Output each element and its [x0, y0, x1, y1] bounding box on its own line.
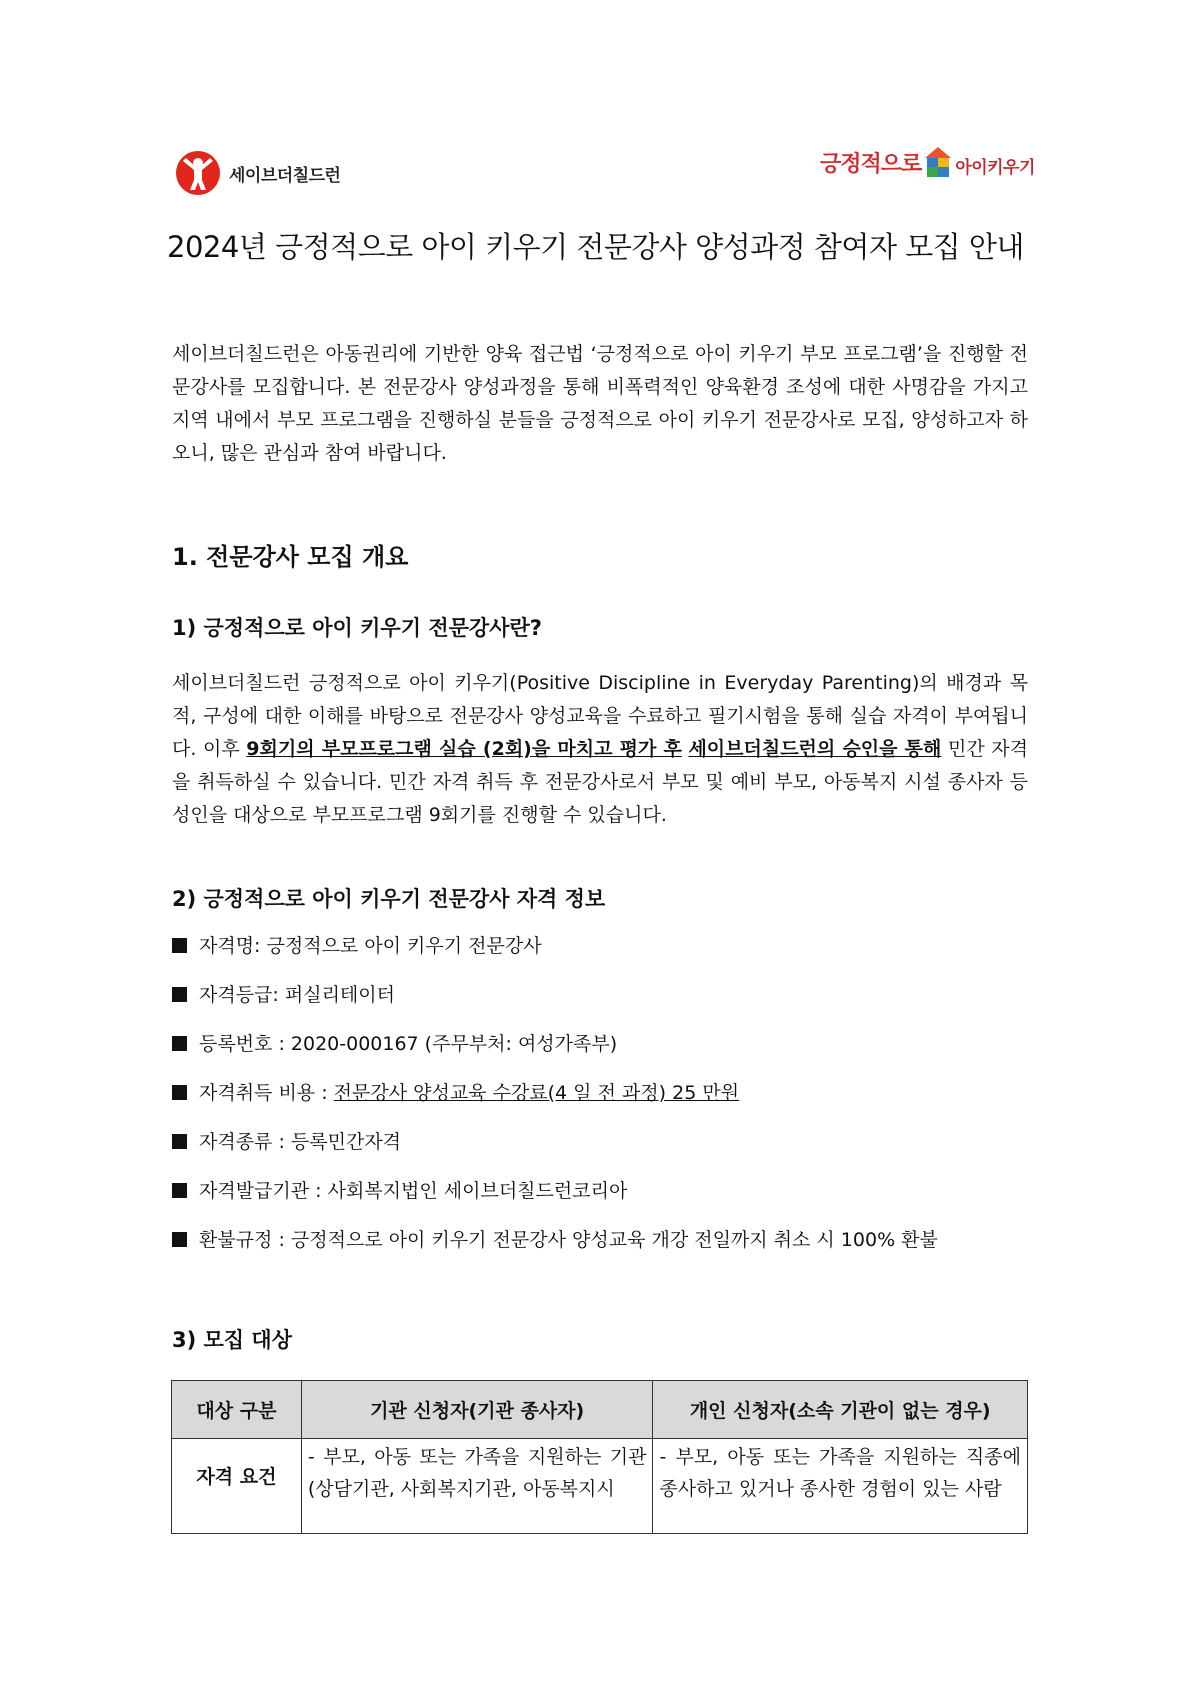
intro-paragraph: 세이브더칠드런은 아동권리에 기반한 양육 접근법 ‘긍정적으로 아이 키우기 부모 프로그램’을 진행할 전문강사를 모집합니다. 본 전문강사 양성과정을 통해 비폭력적인 양육환경 조성에 대한 사명감을 가지고 지역 내에서 부모 프로그램을 진행하실 분들을 긍정적으로 아이 키우기 전문강사로 모집, 양성하고자 하오니, 많은 관심과 참여 바랍니다. — [172, 343, 1028, 464]
square-bullet-icon — [172, 1036, 187, 1051]
logo-right-text2: 아이키우기 — [955, 158, 1035, 178]
list-item: 환불규정 : 긍정적으로 아이 키우기 전문강사 양성교육 개강 전일까지 취소 시 100% 환불 — [172, 1228, 938, 1277]
recruitment-target-table — [171, 1380, 1028, 1534]
square-bullet-icon — [172, 1134, 187, 1149]
logo-left-text: 세이브더칠드런 — [229, 165, 341, 186]
sub1-heading: 1) 긍정적으로 아이 키우기 전문강사란? — [172, 616, 542, 640]
sub2-heading: 2) 긍정적으로 아이 키우기 전문강사 자격 정보 — [172, 887, 606, 911]
sub1-bold-a: 9회기의 부모프로그램 실습 (2회)을 마치고 평가 후 — [246, 738, 682, 760]
list-item: 자격등급: 퍼실리테이터 — [172, 983, 938, 1032]
list-item: 자격명: 긍정적으로 아이 키우기 전문강사 — [172, 934, 938, 983]
page-title: 2024년 긍정적으로 아이 키우기 전문강사 양성과정 참여자 모집 안내 — [167, 230, 1024, 264]
square-bullet-icon — [172, 987, 187, 1002]
table-header: 대상 구분 — [172, 1381, 302, 1439]
logo-right-text1: 긍정적으로 — [820, 152, 922, 177]
square-bullet-icon — [172, 1232, 187, 1247]
qualification-list — [172, 934, 938, 1277]
list-item: 자격종류 : 등록민간자격 — [172, 1130, 938, 1179]
sub3-heading: 3) 모집 대상 — [172, 1328, 292, 1352]
list-item: 자격발급기관 : 사회복지법인 세이브더칠드런코리아 — [172, 1179, 938, 1228]
list-item: 등록번호 : 2020-000167 (주무부처: 여성가족부) — [172, 1032, 938, 1081]
fee-underlined: 전문강사 양성교육 수강료(4 일 전 과정) 25 만원 — [333, 1082, 740, 1104]
positive-parenting-logo — [820, 146, 1035, 178]
table-row — [172, 1439, 1028, 1534]
house-blocks-icon — [923, 146, 953, 178]
save-the-children-logo — [175, 150, 340, 196]
sub1-text-a: 세이브더칠드런 긍정적으로 아이 키우기(Positive Discipline in Everyday Parenting)의 배경과 목적, 구성에 대한 이해를 바탕으로 전문강사 양성교육을 수료하고 필기시험을 통해 실습 자격이 부여됩니다. 이후 — [172, 672, 1028, 760]
save-the-children-emblem-icon — [175, 150, 221, 196]
table-header: 개인 신청자(소속 기관이 없는 경우) — [653, 1381, 1028, 1439]
sub1-text-c: 민간 자격을 취득하실 수 있습니다. 민간 자격 취득 후 전문강사로서 부모 및 예비 부모, 아동복지 시설 종사자 등 성인을 대상으로 부모프로그램 9회기를 진행할 수 있습니다. — [172, 738, 1028, 826]
table-header: 기관 신청자(기관 종사자) — [301, 1381, 653, 1439]
table-cell: - 부모, 아동 또는 가족을 지원하는 직종에 종사하고 있거나 종사한 경험이 있는 사람 — [653, 1439, 1028, 1534]
table-cell: - 부모, 아동 또는 가족을 지원하는 기관(상담기관, 사회복지기관, 아동복지시 — [301, 1439, 653, 1534]
sub1-bold-b: 세이브더칠드런의 승인을 통해 — [688, 738, 942, 760]
square-bullet-icon — [172, 938, 187, 953]
list-item: 자격취득 비용 : 전문강사 양성교육 수강료(4 일 전 과정) 25 만원 — [172, 1081, 938, 1130]
row-label: 자격 요건 — [172, 1439, 302, 1534]
square-bullet-icon — [172, 1183, 187, 1198]
table-header-row — [172, 1381, 1028, 1439]
section1-heading: 1. 전문강사 모집 개요 — [172, 543, 409, 571]
sub1-paragraph — [172, 667, 1028, 832]
square-bullet-icon — [172, 1085, 187, 1100]
